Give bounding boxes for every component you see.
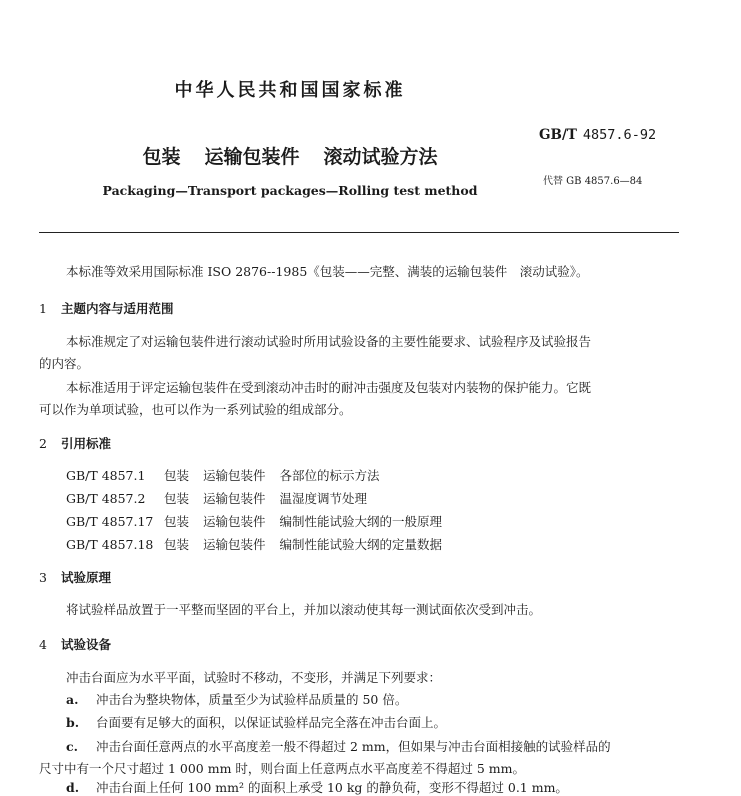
section-title: 试验原理	[60, 570, 111, 585]
reference-code: GB/T 4857.1	[66, 468, 146, 483]
list-item-continuation: 尺寸中有一个尺寸超过 1 000 mm 时，则台面上任意两点水平高度差不得超过 5 mm。	[39, 761, 526, 776]
standard-code-number: 4857.6-92	[582, 127, 657, 143]
reference-part-3: 编制性能试验大纲的定量数据	[279, 537, 443, 552]
section-number: 4	[39, 637, 47, 652]
national-standard-heading: 中华人民共和国国家标准	[174, 80, 406, 101]
s1-paragraph-2-line-1: 本标准适用于评定运输包装件在受到滚动冲击时的耐冲击强度及包装对内装物的保护能力。它既	[66, 380, 592, 395]
list-item	[66, 713, 446, 731]
list-item-text: 台面要有足够大的面积，以保证试验样品完全落在冲击台面上。	[96, 715, 447, 730]
reference-part-2: 运输包装件	[203, 468, 266, 483]
list-item	[66, 778, 568, 796]
reference-part-2: 运输包装件	[203, 514, 266, 529]
reference-part-1: 包装	[164, 537, 190, 552]
reference-item	[66, 512, 442, 530]
section-4-heading	[39, 635, 111, 653]
section-title: 试验设备	[60, 637, 111, 652]
reference-part-2: 运输包装件	[203, 537, 266, 552]
list-item	[66, 690, 407, 708]
section-number: 2	[39, 436, 47, 451]
section-title: 主题内容与适用范围	[60, 301, 174, 316]
reference-part-1: 包装	[164, 514, 190, 529]
section-1-heading	[39, 299, 173, 317]
list-marker: a.	[66, 692, 79, 707]
standard-code-prefix: GB/T	[539, 127, 577, 143]
list-item	[66, 737, 611, 755]
list-item-text: 冲击台面任意两点的水平高度差一般不得超过 2 mm，但如果与冲击台面相接触的试验样品的	[96, 739, 611, 754]
reference-code: GB/T 4857.18	[66, 537, 154, 552]
list-item-text: 冲击台为整块物体，质量至少为试验样品质量的 50 倍。	[96, 692, 408, 707]
reference-part-1: 包装	[164, 468, 190, 483]
list-marker: b.	[66, 715, 80, 730]
section-2-heading	[39, 434, 111, 452]
title-part-3: 滚动试验方法	[323, 146, 438, 168]
section-title: 引用标准	[60, 436, 111, 451]
title-english: Packaging—Transport packages—Rolling test method	[102, 183, 478, 198]
section-number: 1	[39, 301, 47, 316]
reference-part-2: 运输包装件	[203, 491, 266, 506]
list-marker: d.	[66, 780, 80, 795]
s1-paragraph-1-line-1: 本标准规定了对运输包装件进行滚动试验时所用试验设备的主要性能要求、试验程序及试验报告	[66, 334, 592, 349]
header-divider	[39, 232, 679, 233]
section-number: 3	[39, 570, 47, 585]
list-item-text: 冲击台面上任何 100 mm² 的面积上承受 10 kg 的静负荷，变形不得超过 0.1 mm。	[96, 780, 568, 795]
standard-code	[539, 127, 656, 143]
reference-code: GB/T 4857.17	[66, 514, 154, 529]
s1-paragraph-2-line-2: 可以作为单项试验，也可以作为一系列试验的组成部分。	[39, 402, 352, 417]
reference-part-3: 温湿度调节处理	[279, 491, 368, 506]
reference-item	[66, 489, 367, 507]
list-marker: c.	[66, 739, 78, 754]
s4-paragraph: 冲击台面应为水平平面，试验时不移动，不变形，并满足下列要求：	[66, 670, 442, 685]
section-3-heading	[39, 568, 111, 586]
reference-part-1: 包装	[164, 491, 190, 506]
s3-paragraph: 将试验样品放置于一平整而坚固的平台上，并加以滚动使其每一测试面依次受到冲击。	[66, 602, 542, 617]
s1-paragraph-1-line-2: 的内容。	[39, 356, 90, 371]
replaces-note: 代替 GB 4857.6—84	[543, 176, 643, 187]
reference-item	[66, 535, 442, 553]
title-part-2: 运输包装件	[204, 146, 300, 168]
reference-code: GB/T 4857.2	[66, 491, 146, 506]
reference-part-3: 编制性能试验大纲的一般原理	[279, 514, 443, 529]
title-part-1: 包装	[142, 146, 181, 168]
intro-paragraph: 本标准等效采用国际标准 ISO 2876--1985《包装——完整、满装的运输包装件 滚动试验》。	[66, 264, 589, 279]
reference-part-3: 各部位的标示方法	[279, 468, 380, 483]
title-chinese	[0, 142, 580, 169]
reference-item	[66, 466, 380, 484]
